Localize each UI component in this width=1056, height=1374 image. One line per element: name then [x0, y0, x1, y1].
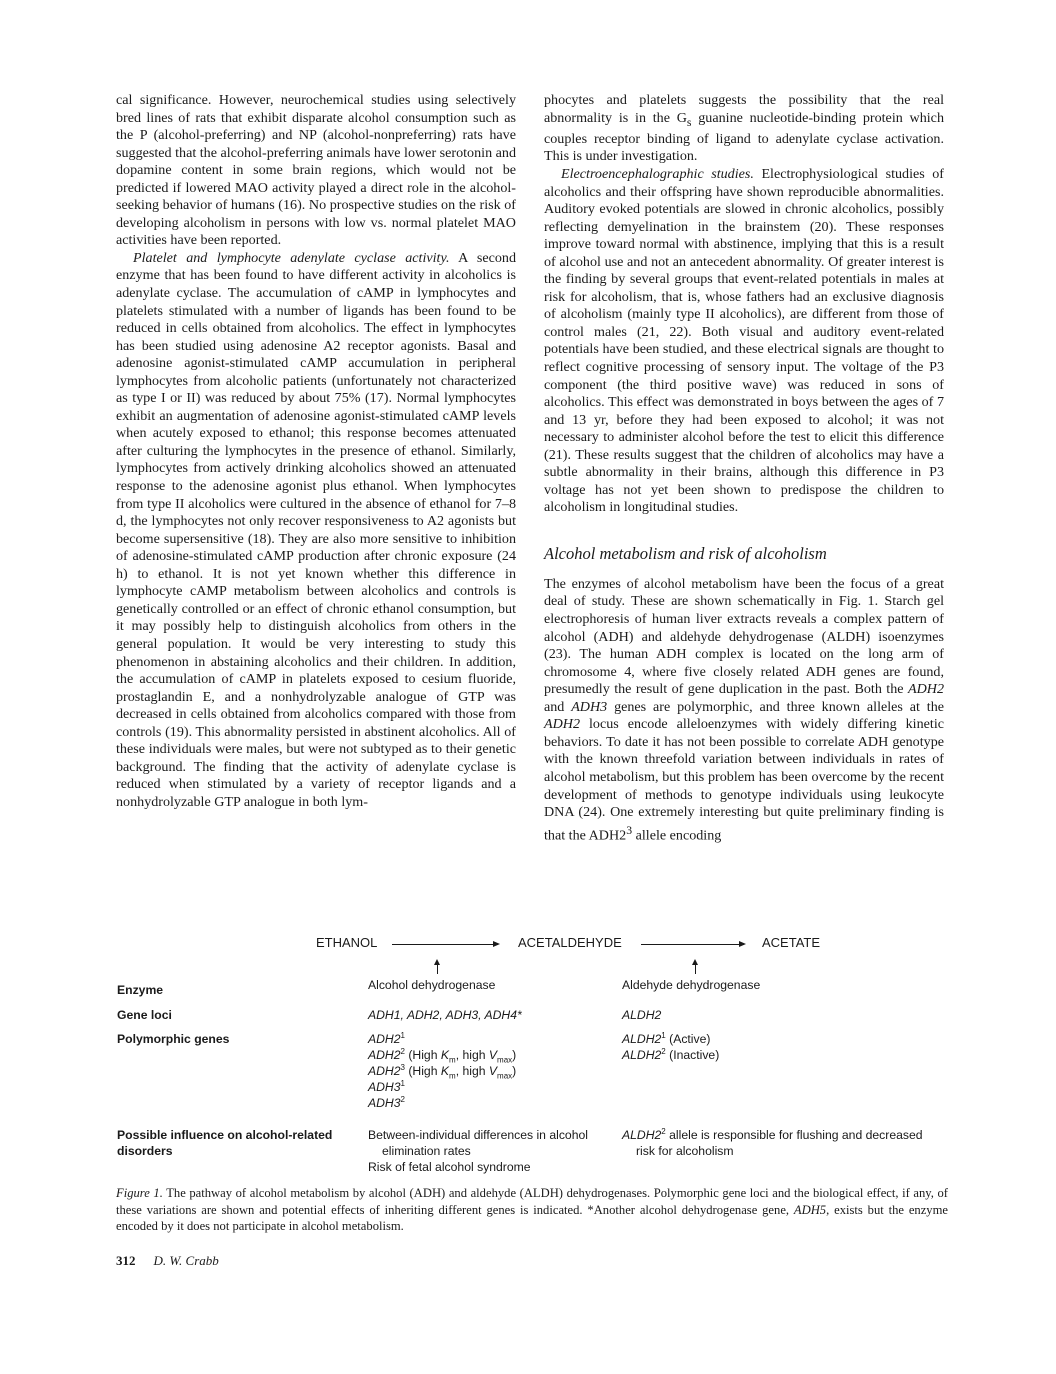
text-run: , high: [455, 1064, 489, 1078]
text-run: (High: [404, 1064, 441, 1078]
text-run: ): [512, 1064, 517, 1078]
subscript: m: [449, 1055, 456, 1065]
symbol: K: [440, 1064, 450, 1078]
superscript: 1: [400, 1030, 405, 1040]
section-heading: Alcohol metabolism and risk of alcoholism: [544, 543, 827, 563]
gene-name: ALDH2: [622, 1032, 662, 1046]
influence-row: [117, 1127, 957, 1179]
gene-name: ADH2: [907, 681, 944, 698]
text-run: guanine nucleotide-binding protein which couples receptor binding of ligand to adenylate cyclase activation. This is under investigation.: [544, 109, 944, 165]
subscript: max: [497, 1071, 513, 1081]
row-label-text: Possible influence on alcohol-related disorders: [117, 1128, 333, 1158]
gene-name: ADH2: [544, 716, 581, 733]
left-paragraph-1: cal significance. However, neurochemical studies using selectively bred lines of rats that exhibit disparate alcohol consumption such as the P (alcohol-preferring) and NP (alcohol-nonpreferring) rats have suggested that the alcohol-preferring animals have lower serotonin and dopamine content in some brain regions, which would not be predicted if lowered MAO activity played a direct role in the alcohol-seeking behavior of humans (16). No prospective studies on the risk of developing alcoholism in persons with low vs. normal platelet MAO activities have been reported.: [116, 92, 516, 249]
text-run: The enzymes of alcohol metabolism have been the focus of a great deal of study. These are shown schematically in Fig. 1. Starch gel electrophoresis of human liver extracts reveals a complex pattern of alcohol (ADH) and aldehyde dehydrogenase (ALDH) isoenzymes (23). The human ADH complex is located on the long arm of chromosome 4, where five closely related ADH genes are found, presumedly the result of gene duplication in the past. Both the: [544, 575, 944, 698]
influence-line: risk for alcoholism: [636, 1144, 734, 1158]
text-run: allele is responsible for flushing and decreased: [665, 1128, 923, 1142]
influence-line: elimination rates: [382, 1144, 471, 1158]
gene-list: ALDH2: [622, 1008, 662, 1022]
influence-line: Risk of fetal alcohol syndrome: [368, 1160, 531, 1174]
text-run: locus encode alleloenzymes with widely differing kinetic behaviors. To date it has not been possible to correlate ADH genotype with the known threefold variation between individuals in rates of alcohol metabolism, but this problem has been overcome by the recent development of methods to genotype individuals using leukocyte DNA (24). One extremely interesting but quite preliminary finding is that the ADH2: [544, 716, 944, 844]
paragraph-heading: Electroencephalographic studies.: [561, 166, 754, 182]
superscript: 3: [400, 1062, 405, 1072]
influence-line: [622, 1127, 957, 1143]
subscript: max: [497, 1055, 513, 1065]
right-column: [544, 92, 944, 845]
gene-name: ALDH2: [622, 1048, 662, 1062]
superscript: 2: [661, 1126, 666, 1136]
symbol: V: [488, 1048, 498, 1062]
influence-aldh: [622, 1127, 957, 1159]
superscript: 2: [400, 1094, 405, 1104]
allele-line: [368, 1031, 618, 1047]
text-run: The pathway of alcohol metabolism by alcohol (ADH) and aldehyde (ALDH) dehydrogenases. Polymorphic gene loci and the biological effect, if any, of these variations are shown and potential effects of inheriting different genes is indicated. *Another alcohol dehydrogenase gene,: [116, 1186, 948, 1217]
text-run: and: [544, 698, 572, 715]
influence-adh: [368, 1127, 618, 1175]
polymorphic-adh: [368, 1031, 618, 1111]
right-paragraph-2: [544, 166, 944, 517]
text-run: , exists but the enzyme encoded by it does not participate in alcohol metabolism.: [116, 1202, 948, 1233]
text-run: (High: [404, 1048, 441, 1062]
influence-line: Between-individual differences in alcohol: [368, 1128, 588, 1142]
symbol: K: [440, 1048, 450, 1062]
polymorphic-aldh: [622, 1031, 957, 1063]
superscript: 3: [626, 823, 633, 837]
symbol: V: [488, 1064, 498, 1078]
figure-table: [117, 977, 957, 1179]
text-run: ): [512, 1048, 517, 1062]
allele-line: [368, 1079, 618, 1095]
allele-line: [622, 1031, 957, 1047]
allele-line: [368, 1095, 618, 1111]
text-run: (Inactive): [665, 1048, 720, 1062]
row-label: [117, 1127, 362, 1159]
gene-loci-adh: [368, 1007, 618, 1023]
gene-name: ADH3: [368, 1096, 401, 1110]
up-arrow-icon: [695, 962, 696, 974]
gene-loci-row: [117, 1007, 957, 1031]
author: D. W. Crabb: [153, 1253, 219, 1268]
right-paragraph-1: [544, 92, 944, 166]
gene-name: ADH2: [368, 1064, 401, 1078]
row-label: Gene loci: [117, 1008, 172, 1022]
gene-name: ADH2: [368, 1048, 401, 1062]
paragraph-body: A second enzyme that has been found to have different activity in alcoholics is adenylate cyclase. The accumulation of cAMP in lymphocytes and platelets stimulated with a number of ligands has been found to be reduced in cells obtained from alcoholics. The effect in lymphocytes has been studied using adenosine A2 receptor agonists. Basal and adenosine agonist-stimulated cAMP accumulation in peripheral lymphocytes from alcoholic patients (unfortunately not characterized as type I or II) was reduced by about 75% (17). Normal lymphocytes exhibit an augmentation of adenosine agonist-stimulated cAMP levels when acutely exposed to ethanol; this response becomes attenuated after culturing the lymphocytes in the presence of ethanol. Similarly, lymphocytes from actively drinking alcoholics showed an attenuated response to the adenosine agonist plus ethanol. When lymphocytes from type II alcoholics were cultured in the absence of ethanol for 7–8 d, the lymphocytes not only recover responsiveness to A2 agonists but become supersensitive (18). They are also more sensitive to inhibition of adenosine-stimulated cAMP production after chronic exposure (24 h) to ethanol. It is not yet known whether this difference in lymphocyte cAMP metabolism between alcoholics and controls is genetically controlled or an effect of chronic ethanol consumption, but it may possibly help to distinguish alcoholics from others in the general population. It would be very interesting to study this phenomenon in abstaining alcoholics and their children. In addition, the accumulation of cAMP in platelets exposed to cesium fluoride, prostaglandin E, and a nonhydrolyzable analogue of GTP was decreased in cells obtained from alcoholics compared with those from controls (19). This abnormality persisted in abstinent alcoholics. All of these individuals were males, but were not subtyped as to their genetic background. The finding that the activity of adenylate cyclase is reduced when stimulated by a variety of receptor ligands and a nonhydrolyzable GTP analogue in both lym-: [116, 249, 516, 810]
allele-line: [368, 1063, 618, 1079]
text-run: genes are polymorphic, and three known alleles at the: [607, 698, 944, 715]
left-column: [116, 92, 516, 811]
polymorphic-genes-row: [117, 1031, 957, 1127]
gene-name: ADH3: [368, 1080, 401, 1094]
superscript: 1: [400, 1078, 405, 1088]
right-arrow-icon: [392, 944, 498, 945]
text-run: allele encoding: [632, 827, 722, 844]
figure-caption: [116, 1185, 948, 1235]
allele-line: [368, 1047, 618, 1063]
enzyme-adh: Alcohol dehydrogenase: [368, 978, 496, 992]
allele-line: [622, 1047, 957, 1063]
enzyme-aldh: Aldehyde dehydrogenase: [622, 978, 761, 992]
page-footer: [116, 1253, 219, 1269]
gene-name: ALDH2: [622, 1128, 662, 1142]
right-arrow-icon: [641, 944, 744, 945]
paragraph-body: Electrophysiological studies of alcoholics and their offspring have shown reproducible abnormalities. Auditory evoked potentials are slowed in chronic alcoholics, possibly reflecting demyelination in the brainstem (20). These responses improve toward normal with abstinence, implying that this is a result of alcohol use and not an antecedent abnormality. Of greater interest is the finding by several groups that event-related potentials in males at risk for alcoholism, that is, whose fathers had an exclusive diagnosis of alcoholism (mainly type II alcoholics), are different from those of control males (21, 22). Both visual and auditory event-related potentials have been studied, and these electrical signals are thought to reflect cognitive processing of sensory input. The voltage of the P3 component (the third positive wave) was reduced in sons of alcoholics. This effect was demonstrated in boys between the ages of 7 and 13 yr, before they had been exposed to alcohol; it was not necessary to administer alcohol before the test to elicit this difference (21). These results suggest that the children of alcoholics may have a subtle abnormality in their brains, although this difference in P3 voltage has not yet been shown to predispose the children to alcoholism in longitudinal studies.: [544, 166, 945, 516]
pathway-diagram: [0, 935, 1056, 955]
gene-name: ADH3: [571, 698, 608, 715]
pathway-acetate: ACETATE: [762, 935, 821, 950]
enzyme-row: [117, 977, 957, 1007]
gene-name: ADH2: [368, 1032, 401, 1046]
up-arrow-icon: [437, 962, 438, 974]
text-run: phocytes and platelets suggests the possibility that the real abnormality is in the G: [544, 92, 944, 126]
text-run: , high: [455, 1048, 489, 1062]
text-run: (Active): [665, 1032, 711, 1046]
paragraph-heading: Platelet and lymphocyte adenylate cyclase activity.: [133, 249, 450, 266]
gene-list: ADH1, ADH2, ADH3, ADH4*: [368, 1008, 522, 1022]
pathway-acetaldehyde: ACETALDEHYDE: [518, 935, 622, 950]
right-paragraph-3: [544, 576, 944, 845]
gene-loci-aldh: [622, 1007, 957, 1023]
superscript: 2: [661, 1046, 666, 1056]
caption-label: Figure 1.: [116, 1186, 163, 1200]
gene-name: ADH5: [793, 1202, 827, 1217]
subscript: s: [686, 115, 692, 129]
row-label: Polymorphic genes: [117, 1032, 230, 1046]
row-label: Enzyme: [117, 983, 164, 997]
left-paragraph-2: [116, 250, 516, 812]
subscript: m: [449, 1071, 456, 1081]
superscript: 1: [661, 1030, 666, 1040]
superscript: 2: [400, 1046, 405, 1056]
pathway-ethanol: ETHANOL: [316, 935, 378, 950]
page-number: 312: [116, 1253, 136, 1268]
